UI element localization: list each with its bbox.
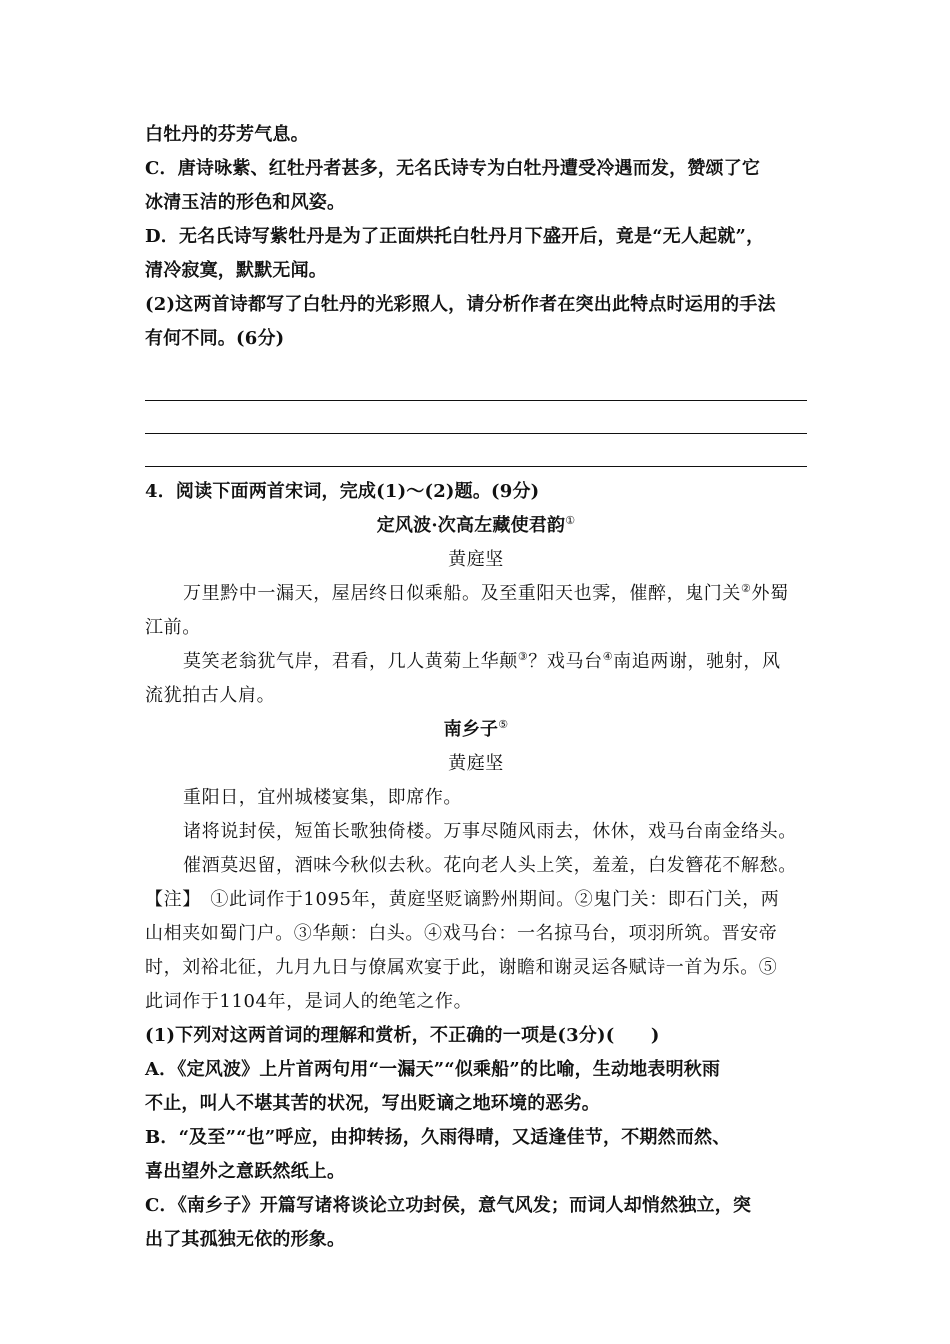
poem1-line-2: 莫笑老翁犹气岸，君看，几人黄菊上华颠③？戏马台④南追两谢，驰射，风 <box>183 650 781 672</box>
answer-line[interactable] <box>145 401 807 434</box>
poem2-title: 南乡子⑤ <box>443 718 509 740</box>
poem2-preface: 重阳日，宜州城楼宴集，即席作。 <box>183 787 462 808</box>
q4-option-a-line-2: 不止，叫人不堪其苦的状况，写出贬谪之地环境的恶劣。 <box>145 1093 600 1114</box>
q3-sub2-line-1: (2)这两首诗都写了白牡丹的光彩照人，请分析作者在突出此特点时运用的手法 <box>145 294 776 315</box>
poem1-title: 定风波·次高左藏使君韵① <box>376 514 576 536</box>
q4-option-c-line-2: 出了其孤独无依的形象。 <box>145 1229 346 1250</box>
footnote-ref: ⑤ <box>498 718 509 731</box>
footnote-ref: ③ <box>517 650 529 663</box>
notes-line-1: 【注】 ①此词作于1095年，黄庭坚贬谪黔州期间。②鬼门关：即石门关，两 <box>145 889 780 910</box>
q3-option-d-line-2: 清冷寂寞，默默无闻。 <box>145 260 327 281</box>
q3-option-d-line-1: D．无名氏诗写紫牡丹是为了正面烘托白牡丹月下盛开后，竟是“无人起就”， <box>145 226 765 247</box>
q3-option-c-line-2: 冰清玉洁的形色和风姿。 <box>145 192 346 213</box>
poem1-author: 黄庭坚 <box>448 549 504 570</box>
q3-option-b-tail: 白牡丹的芬芳气息。 <box>145 124 309 145</box>
poem2-author: 黄庭坚 <box>448 753 504 774</box>
q4-option-b-line-1: B．“及至”“也”呼应，由抑转扬，久雨得晴，又适逢佳节，不期然而然、 <box>145 1127 731 1148</box>
page-content <box>145 118 807 1257</box>
answer-blanks <box>145 356 807 475</box>
q4-option-c-line-1: C．《南乡子》开篇写诸将谈论立功封侯，意气风发；而词人却悄然独立，突 <box>145 1195 752 1216</box>
notes-line-2: 山相夹如蜀门户。③华颠：白头。④戏马台：一名掠马台，项羽所筑。晋安帝 <box>145 923 778 944</box>
poem2-line-2: 催酒莫迟留，酒味今秋似去秋。花向老人头上笑，羞羞，白发簪花不解愁。 <box>183 855 797 876</box>
footnote-ref: ② <box>741 582 752 595</box>
answer-line[interactable] <box>145 368 807 401</box>
poem1-line-1: 万里黔中一漏天，屋居终日似乘船。及至重阳天也霁，催醉，鬼门关②外蜀 <box>183 582 789 604</box>
q3-sub2-line-2: 有何不同。(6分) <box>145 328 285 349</box>
poem1-line-1-cont: 江前。 <box>145 617 201 638</box>
answer-line[interactable] <box>145 434 807 467</box>
footnote-ref: ① <box>565 514 576 527</box>
q3-option-c-line-1: C．唐诗咏紫、红牡丹者甚多，无名氏诗专为白牡丹遭受冷遇而发，赞颂了它 <box>145 158 761 179</box>
q4-sub1: (1)下列对这两首词的理解和赏析，不正确的一项是(3分)( ) <box>145 1025 660 1046</box>
q4-stem: 4．阅读下面两首宋词，完成(1)～(2)题。(9分) <box>145 481 540 502</box>
q4-option-a-line-1: A．《定风波》上片首两句用“一漏天”“似乘船”的比喻，生动地表明秋雨 <box>145 1059 721 1080</box>
q4-option-b-line-2: 喜出望外之意跃然纸上。 <box>145 1161 346 1182</box>
poem2-line-1: 诸将说封侯，短笛长歌独倚楼。万事尽随风雨去，休休，戏马台南金络头。 <box>183 821 797 842</box>
poem1-line-2-cont: 流犹拍古人肩。 <box>145 685 276 706</box>
notes-line-4: 此词作于1104年，是词人的绝笔之作。 <box>145 991 473 1012</box>
notes-line-3: 时，刘裕北征，九月九日与僚属欢宴于此，谢瞻和谢灵运各赋诗一首为乐。⑤ <box>145 957 778 978</box>
footnote-ref: ④ <box>602 650 614 663</box>
